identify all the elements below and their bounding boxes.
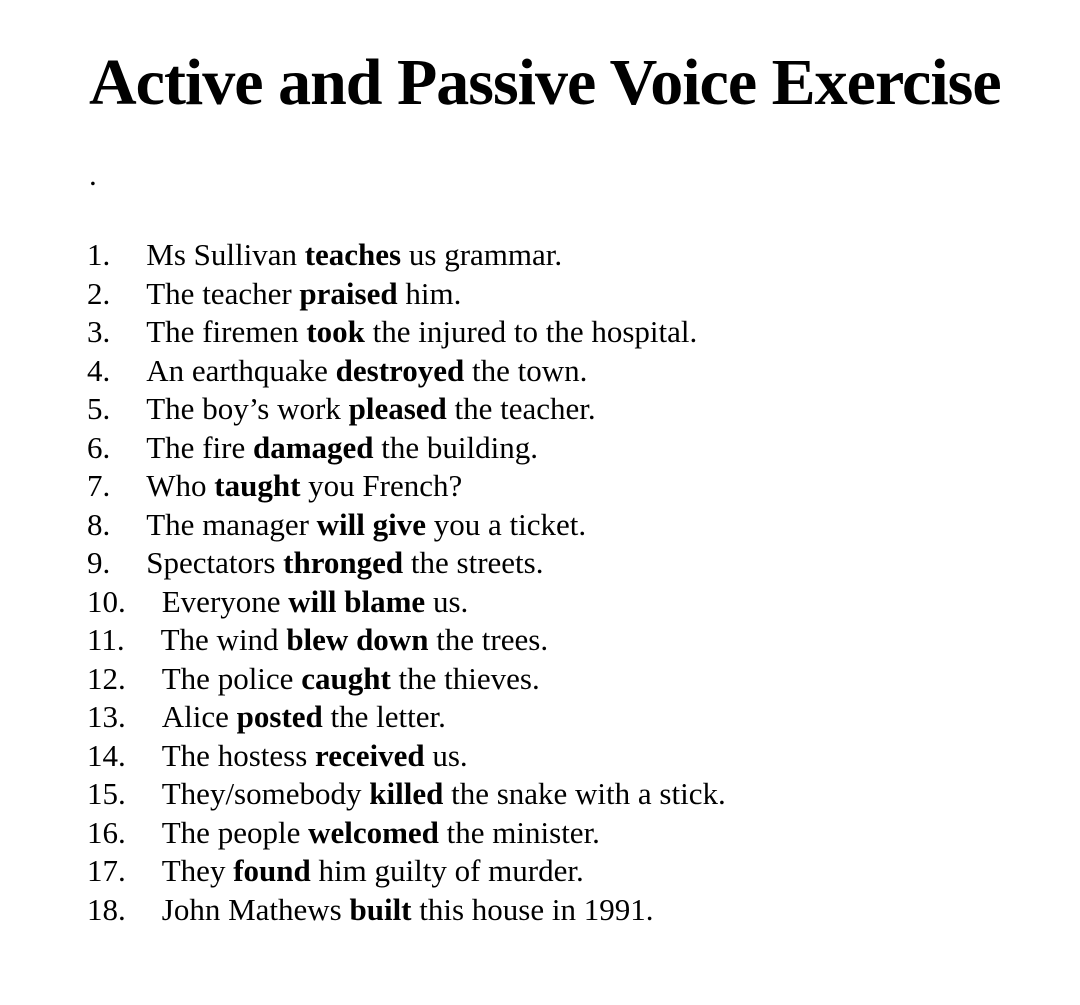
item-sentence <box>161 621 548 660</box>
list-item <box>87 352 1060 391</box>
item-number: 11. <box>87 622 125 657</box>
sentence-post: the town. <box>464 352 588 388</box>
sentence-pre: The firemen <box>146 314 307 349</box>
item-sentence <box>146 236 562 275</box>
sentence-post: the snake with a stick. <box>443 776 726 811</box>
list-item <box>87 737 1060 776</box>
item-sentence <box>146 352 587 391</box>
item-sentence <box>162 814 600 853</box>
sentence-pre: The people <box>161 814 309 850</box>
list-item <box>87 775 1060 814</box>
item-sentence <box>146 467 462 506</box>
list-item <box>87 852 1060 891</box>
sentence-verb-bold: posted <box>236 699 323 734</box>
list-item <box>87 506 1060 545</box>
sentence-post: us. <box>424 737 468 773</box>
item-sentence <box>146 390 595 429</box>
sentence-verb-bold: built <box>349 891 412 927</box>
list-item <box>87 313 1060 352</box>
sentence-verb-bold: will give <box>316 506 427 542</box>
sentence-verb-bold: found <box>233 853 311 888</box>
sentence-pre: Everyone <box>161 583 289 619</box>
sentence-post: the thieves. <box>390 660 540 696</box>
sentence-post: us grammar. <box>401 237 563 272</box>
list-item <box>87 698 1060 737</box>
sentence-post: you French? <box>300 468 463 503</box>
sentence-verb-bold: pleased <box>348 391 447 426</box>
sentence-pre: John Mathews <box>161 891 350 927</box>
sentence-verb-bold: destroyed <box>335 352 465 388</box>
sentence-pre: The wind <box>160 622 287 657</box>
item-sentence <box>162 852 584 891</box>
sentence-post: the trees. <box>428 622 549 657</box>
sentence-pre: The boy’s work <box>146 391 349 426</box>
sentence-verb-bold: received <box>315 737 425 773</box>
sentence-verb-bold: will blame <box>288 583 426 619</box>
sentence-post: us. <box>425 583 469 619</box>
list-item <box>87 544 1060 583</box>
item-number: 9. <box>87 545 111 580</box>
page-title: Active and Passive Voice Exercise <box>89 46 1001 119</box>
sentence-post: the streets. <box>403 545 544 580</box>
sentence-post: him. <box>397 275 462 311</box>
sentence-post: you a ticket. <box>426 506 587 542</box>
exercise-list <box>87 236 1060 929</box>
sentence-pre: The hostess <box>161 737 316 773</box>
item-sentence <box>146 275 461 314</box>
sentence-verb-bold: killed <box>369 776 444 811</box>
item-sentence <box>162 737 468 776</box>
sentence-pre: The police <box>161 660 302 696</box>
item-number: 5. <box>87 391 111 426</box>
item-number: 7. <box>87 468 111 503</box>
item-sentence <box>162 775 726 814</box>
sentence-verb-bold: praised <box>299 275 398 311</box>
item-number: 13. <box>87 699 126 734</box>
document-page <box>0 46 1080 929</box>
item-number: 18. <box>87 891 126 927</box>
item-number: 3. <box>87 314 111 349</box>
list-item <box>87 891 1060 930</box>
sentence-pre: The teacher <box>146 275 300 311</box>
item-sentence <box>146 313 697 352</box>
sentence-pre: They <box>161 853 234 888</box>
item-sentence <box>146 544 543 583</box>
item-number: 6. <box>87 429 111 465</box>
sentence-verb-bold: caught <box>301 660 391 696</box>
list-item <box>87 429 1060 468</box>
list-item <box>87 660 1060 699</box>
sentence-verb-bold: taught <box>214 468 301 503</box>
sentence-post: the letter. <box>322 699 446 734</box>
item-sentence <box>162 698 446 737</box>
sentence-verb-bold: took <box>306 314 365 349</box>
sentence-pre: Ms Sullivan <box>146 237 305 272</box>
item-sentence <box>146 429 538 468</box>
item-number: 15. <box>87 776 126 811</box>
list-item <box>87 236 1060 275</box>
sentence-pre: An earthquake <box>146 352 336 388</box>
sentence-post: the minister. <box>438 814 600 850</box>
sentence-post: the teacher. <box>446 391 596 426</box>
sentence-verb-bold: damaged <box>252 429 374 465</box>
item-number: 16. <box>87 814 126 850</box>
sentence-pre: The fire <box>146 429 253 465</box>
item-number: 2. <box>87 275 111 311</box>
item-number: 17. <box>87 853 126 888</box>
item-sentence <box>162 583 469 622</box>
list-item <box>87 275 1060 314</box>
item-number: 4. <box>87 352 111 388</box>
sentence-pre: Alice <box>161 699 237 734</box>
sentence-verb-bold: blew down <box>286 622 429 657</box>
item-number: 12. <box>87 660 126 696</box>
sentence-post: this house in 1991. <box>411 891 654 927</box>
item-number: 10. <box>87 583 126 619</box>
list-item <box>87 621 1060 660</box>
list-item <box>87 390 1060 429</box>
item-sentence <box>162 660 540 699</box>
sentence-pre: They/somebody <box>161 776 370 811</box>
sentence-verb-bold: teaches <box>304 237 402 272</box>
item-number: 8. <box>87 506 111 542</box>
sentence-verb-bold: thronged <box>283 545 404 580</box>
item-sentence <box>146 506 586 545</box>
sentence-post: him guilty of murder. <box>310 853 584 888</box>
list-item <box>87 467 1060 506</box>
sentence-pre: The manager <box>146 506 317 542</box>
item-number: 14. <box>87 737 126 773</box>
stray-period: . <box>89 157 97 192</box>
sentence-pre: Spectators <box>146 545 284 580</box>
sentence-post: the building. <box>373 429 539 465</box>
item-number: 1. <box>87 237 111 272</box>
sentence-post: the injured to the hospital. <box>364 314 698 349</box>
list-item <box>87 583 1060 622</box>
item-sentence <box>162 891 654 930</box>
list-item <box>87 814 1060 853</box>
sentence-pre: Who <box>146 468 215 503</box>
sentence-verb-bold: welcomed <box>308 814 439 850</box>
